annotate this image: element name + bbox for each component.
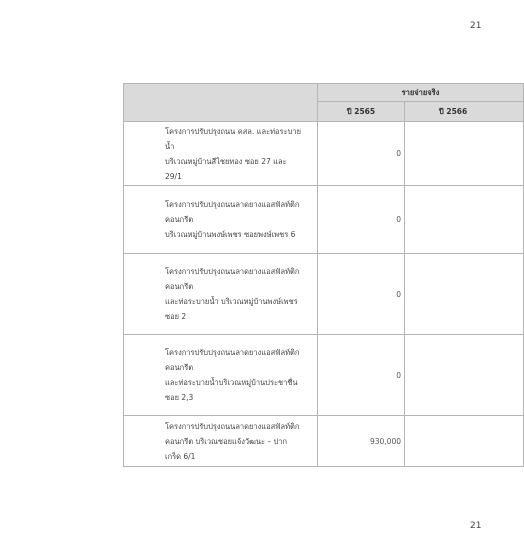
description-line: โครงการปรับปรุงถนนลาดยางแอสฟัลท์ติก	[165, 200, 300, 209]
description-line: คอนกรีต	[165, 363, 194, 372]
description-line: โครงการปรับปรุงถนนลาดยางแอสฟัลท์ติก	[165, 421, 300, 431]
description-line: ซอย 2	[165, 312, 187, 321]
value-2565: 0	[318, 122, 405, 186]
project-description	[124, 186, 318, 254]
value-2565: 0	[318, 186, 405, 254]
header-blank-cell	[124, 84, 318, 122]
description-line: คอนกรีต	[165, 215, 194, 224]
page-number-bottom: 21	[470, 521, 482, 531]
table-row	[124, 186, 524, 254]
table-row	[124, 254, 524, 335]
description-line: คอนกรีต บริเวณซอยแจ้งวัฒนะ – ปาก	[165, 436, 288, 446]
project-description	[124, 335, 318, 416]
description-line: โครงการปรับปรุงถนนลาดยางแอสฟัลท์ติก	[165, 348, 300, 357]
header-year-2565: ปี 2565	[318, 102, 405, 122]
value-2566	[405, 122, 524, 186]
description-line: น้ำ	[165, 141, 175, 151]
value-2566	[405, 186, 524, 254]
description-line: 29/1	[165, 171, 182, 181]
table-row	[124, 416, 524, 467]
description-line: และท่อระบายน้ำ บริเวณหมู่บ้านพงษ์เพชร	[165, 297, 298, 306]
description-line: โครงการปรับปรุงถนนลาดยางแอสฟัลท์ติก	[165, 267, 300, 276]
value-2565: 0	[318, 254, 405, 335]
value-2565: 0	[318, 335, 405, 416]
description-line: คอนกรีต	[165, 282, 194, 291]
project-description	[124, 254, 318, 335]
description-line: บริเวณหมู่บ้านพงษ์เพชร ซอยพงษ์เพชร 6	[165, 230, 296, 239]
page-number-top: 21	[470, 21, 482, 31]
description-line: โครงการปรับปรุงถนน คสล. และท่อระบาย	[165, 126, 301, 136]
description-line: และท่อระบายน้ำบริเวณหมู่บ้านประชาชื่น	[165, 378, 298, 387]
value-2566	[405, 254, 524, 335]
value-2566	[405, 416, 524, 467]
header-actual-expense: รายจ่ายจริง	[318, 84, 524, 102]
value-2565: 930,000	[318, 416, 405, 467]
description-line: บริเวณหมู่บ้านสีไชยทอง ซอย 27 และ	[165, 156, 287, 166]
table-row	[124, 335, 524, 416]
header-year-2566: ปี 2566	[405, 102, 524, 122]
project-description	[124, 122, 318, 186]
project-description	[124, 416, 318, 467]
value-2566	[405, 335, 524, 416]
budget-table	[123, 83, 524, 467]
description-line: ซอย 2,3	[165, 393, 194, 402]
table-row	[124, 122, 524, 186]
description-line: เกร็ด 6/1	[165, 451, 196, 461]
